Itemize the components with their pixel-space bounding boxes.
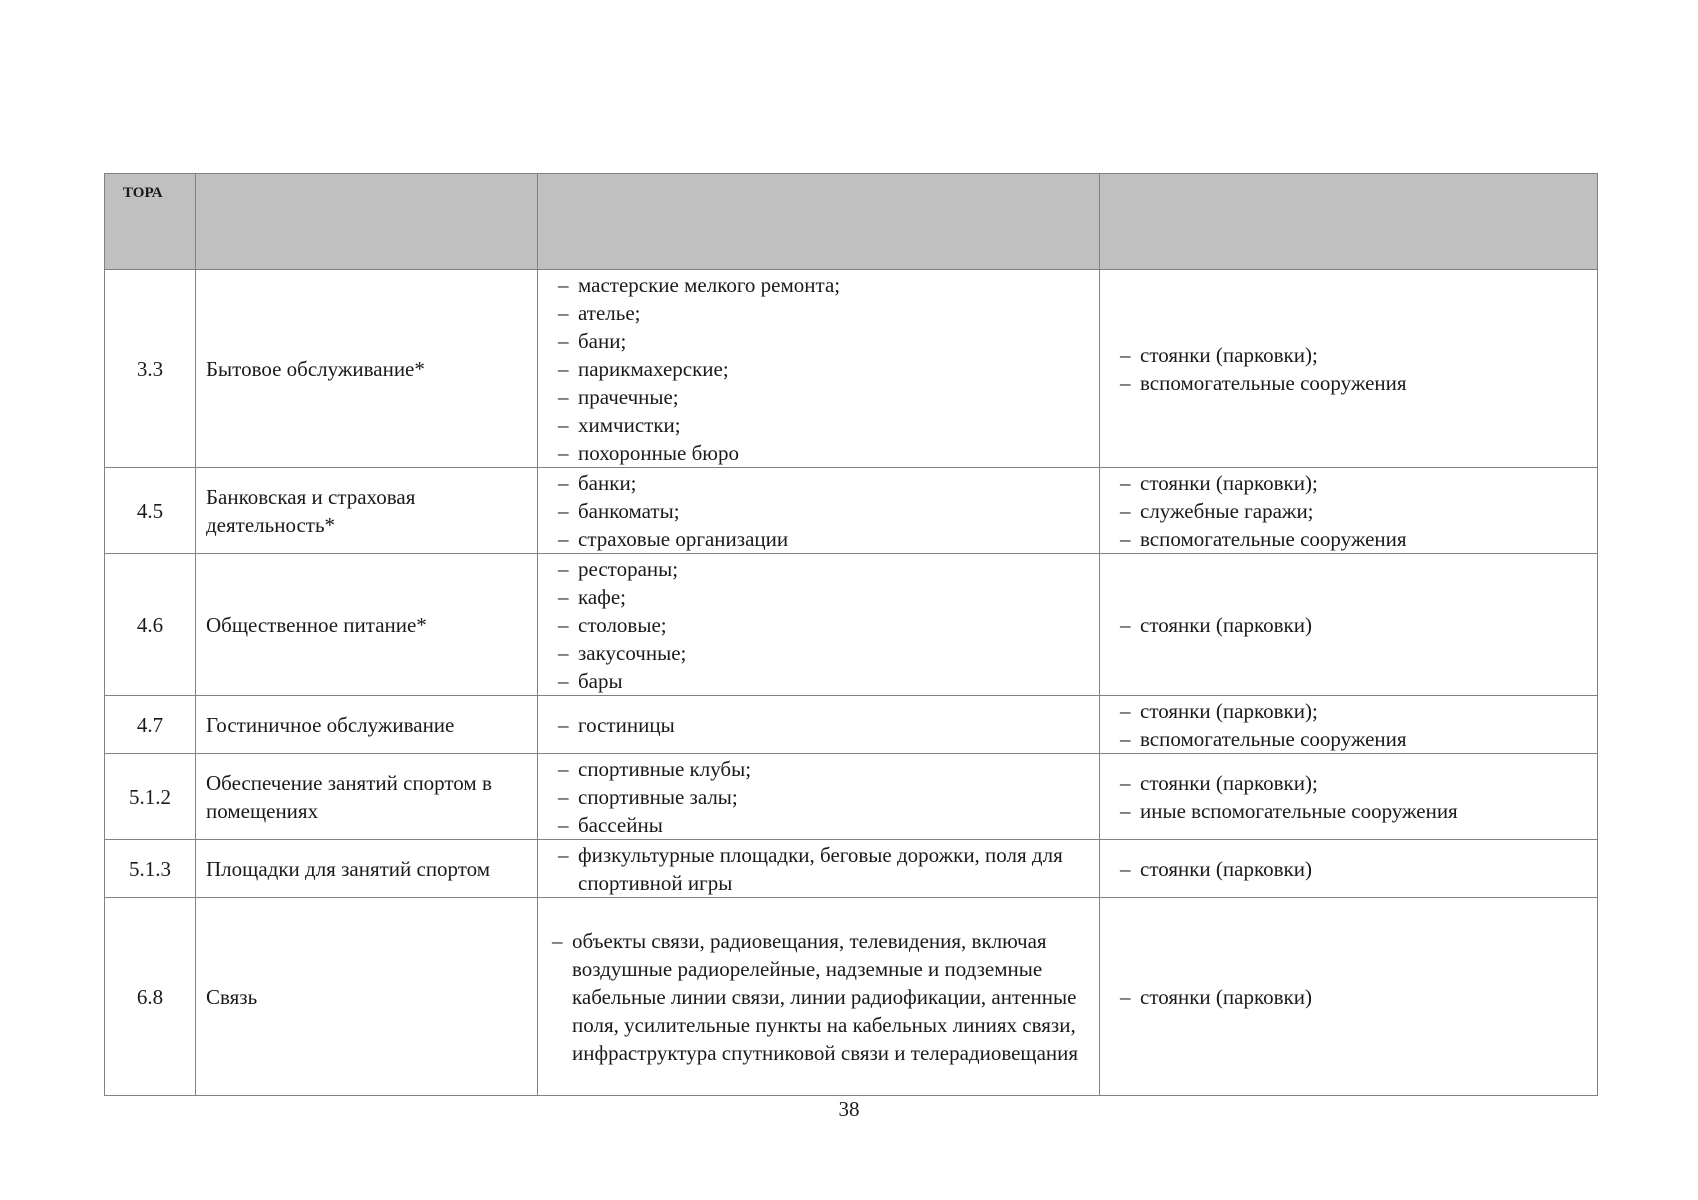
row-code: 4.6: [105, 554, 196, 696]
list-item: – гостиницы: [548, 711, 1089, 739]
row-name: Площадки для занятий спортом: [196, 840, 538, 898]
table-row: [105, 898, 1598, 1096]
row-aux-uses: [1100, 468, 1598, 554]
row-main-uses: [538, 696, 1100, 754]
list-item: – стоянки (парковки): [1110, 611, 1587, 639]
list-item: – стоянки (парковки);: [1110, 769, 1587, 797]
header-main-cell: [538, 174, 1100, 270]
list-item: – мастерские мелкого ремонта;: [548, 271, 1089, 299]
list-item: – рестораны;: [548, 555, 1089, 583]
row-code: 4.7: [105, 696, 196, 754]
header-aux-cell: [1100, 174, 1598, 270]
list-item: – прачечные;: [548, 383, 1089, 411]
row-name: Обеспечение занятий спортом в помещениях: [196, 754, 538, 840]
table-row: [105, 554, 1598, 696]
paragraph-text: – объекты связи, радиовещания, телевидения, включая воздушные радиорелейные, надземные и подземные кабельные линии связи, линии радиофикации, антенные поля, усилительные пункты на кабельных линиях связи, инфраструктура спутниковой связи и телерадиовещания: [544, 927, 1089, 1067]
row-name: Гостиничное обслуживание: [196, 696, 538, 754]
list-item: – банки;: [548, 469, 1089, 497]
row-code: 5.1.2: [105, 754, 196, 840]
list-item: – физкультурные площадки, беговые дорожки, поля для спортивной игры: [548, 841, 1089, 897]
row-aux-uses: [1100, 554, 1598, 696]
list-item: – стоянки (парковки): [1110, 855, 1587, 883]
main-uses-paragraph: [542, 927, 1089, 1067]
table-row: [105, 754, 1598, 840]
row-main-uses: [538, 840, 1100, 898]
row-aux-uses: [1100, 840, 1598, 898]
row-main-uses: [538, 468, 1100, 554]
row-code: 3.3: [105, 270, 196, 468]
list-item: – иные вспомогательные сооружения: [1110, 797, 1587, 825]
list-item: – служебные гаражи;: [1110, 497, 1587, 525]
header-name-cell: [196, 174, 538, 270]
row-name: Бытовое обслуживание*: [196, 270, 538, 468]
list-item: – стоянки (парковки);: [1110, 341, 1587, 369]
list-item: – столовые;: [548, 611, 1089, 639]
list-item: – похоронные бюро: [548, 439, 1089, 467]
list-item: – бассейны: [548, 811, 1089, 839]
row-main-uses: [538, 270, 1100, 468]
row-name: Связь: [196, 898, 538, 1096]
list-item: – кафе;: [548, 583, 1089, 611]
list-item: – бани;: [548, 327, 1089, 355]
list-item: – банкоматы;: [548, 497, 1089, 525]
list-item: – парикмахерские;: [548, 355, 1089, 383]
table-row: [105, 270, 1598, 468]
list-item: – страховые организации: [548, 525, 1089, 553]
row-code: 6.8: [105, 898, 196, 1096]
list-item: – спортивные залы;: [548, 783, 1089, 811]
row-name: Банковская и страховая деятельность*: [196, 468, 538, 554]
row-main-uses: [538, 754, 1100, 840]
table-header-row: [105, 174, 1598, 270]
land-use-table: [104, 173, 1598, 1096]
table-row: [105, 840, 1598, 898]
row-main-uses: [538, 554, 1100, 696]
row-code: 4.5: [105, 468, 196, 554]
row-aux-uses: [1100, 270, 1598, 468]
list-item: – химчистки;: [548, 411, 1089, 439]
list-item: – вспомогательные сооружения: [1110, 369, 1587, 397]
list-item: – спортивные клубы;: [548, 755, 1089, 783]
header-code-cell: ТОРА: [105, 174, 196, 270]
row-aux-uses: [1100, 696, 1598, 754]
table-row: [105, 468, 1598, 554]
row-name: Общественное питание*: [196, 554, 538, 696]
list-item: – вспомогательные сооружения: [1110, 525, 1587, 553]
page-number: 38: [838, 1097, 860, 1121]
row-aux-uses: [1100, 754, 1598, 840]
list-item: – вспомогательные сооружения: [1110, 725, 1587, 753]
table-row: [105, 696, 1598, 754]
list-item: – ателье;: [548, 299, 1089, 327]
list-item: – бары: [548, 667, 1089, 695]
list-item: – стоянки (парковки): [1110, 983, 1587, 1011]
list-item: – закусочные;: [548, 639, 1089, 667]
row-code: 5.1.3: [105, 840, 196, 898]
list-item: – стоянки (парковки);: [1110, 469, 1587, 497]
row-aux-uses: [1100, 898, 1598, 1096]
row-main-uses: [538, 898, 1100, 1096]
list-item: – стоянки (парковки);: [1110, 697, 1587, 725]
